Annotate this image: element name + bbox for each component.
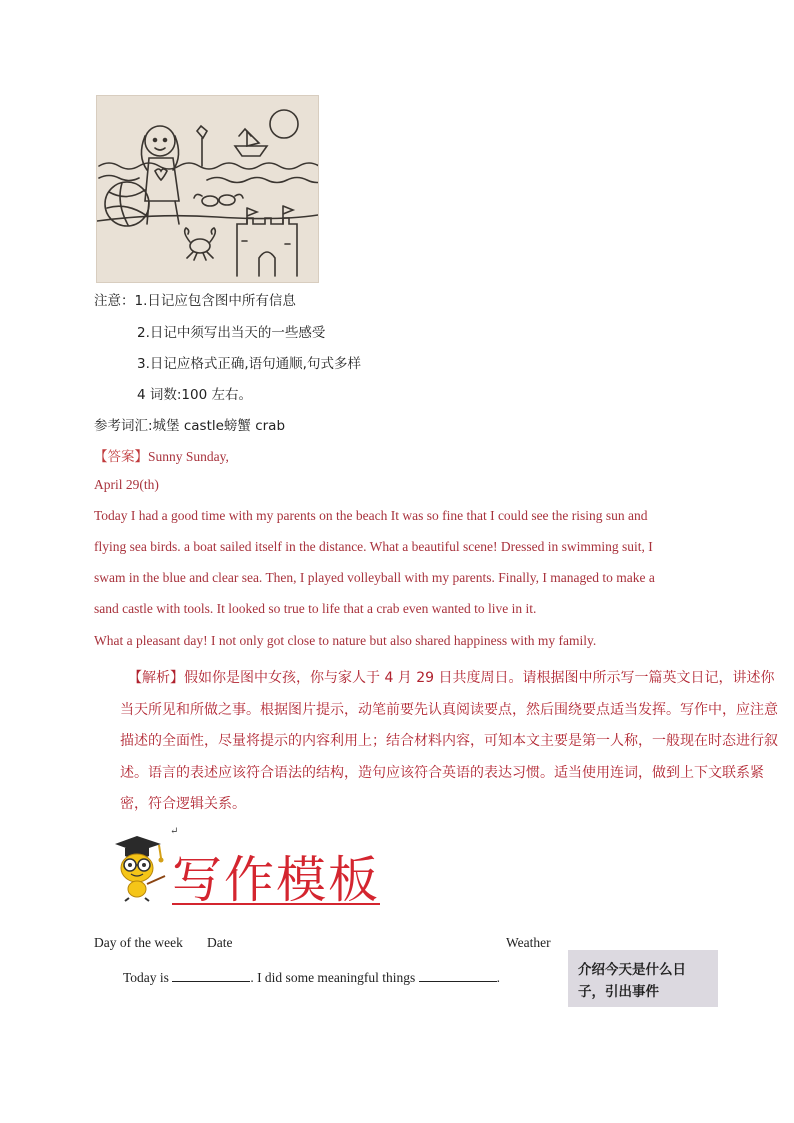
today-prefix: Today is (123, 970, 169, 985)
note-item-2: 2.日记中须写出当天的一些感受 (137, 325, 326, 341)
answer-greeting: Sunny Sunday, (148, 449, 229, 464)
answer-line-4: sand castle with tools. It looked so true to life that a crab even wanted to live in it. (94, 601, 537, 616)
template-title: 写作模板 (172, 851, 380, 909)
beach-sketch-image (96, 95, 319, 283)
answer-line-3: swam in the blue and clear sea. Then, I played volleyball with my parents. Finally, I managed to make a (94, 570, 655, 585)
blank-things[interactable] (419, 969, 497, 982)
answer-line-5: What a pleasant day! I not only got close to nature but also shared happiness with my family. (94, 633, 597, 648)
answer-greeting-line (94, 445, 229, 465)
answer-tag: 【答案】 (94, 449, 148, 464)
today-sentence (123, 969, 500, 986)
date-label: Date (207, 935, 233, 950)
analysis-text: 假如你是图中女孩，你与家人于 4 月 29 日共度周日。请根据图中所示写一篇英文日记，讲述你当天所见和所做之事。根据图片提示，动笔前要先认真阅读要点，然后围绕要点适当发挥。写作中，应注意描述的全面性，尽量将提示的内容利用上；结合材料内容，可知本文主要是第一人称，一般现在时态进行叙述。语言的表述应该符合语法的结构，造句应该符合英语的表达习惯。适当使用连词，做到上下文联系紧密，符合逻辑关系。 (120, 670, 778, 812)
weather-label: Weather (506, 935, 551, 950)
analysis-tag: 【解析】 (128, 670, 184, 686)
day-of-week-label: Day of the week (94, 935, 183, 950)
note-item-3: 3.日记应格式正确,语句通顺,句式多样 (137, 356, 361, 372)
note-item-4: 4 词数:100 左右。 (137, 387, 252, 403)
analysis-paragraph (120, 663, 780, 821)
notes-heading: 注意：1.日记应包含图中所有信息 (94, 293, 296, 309)
small-mark: ↵ (170, 826, 179, 837)
today-middle: . I did some meaningful things (250, 970, 416, 985)
blank-day[interactable] (172, 969, 250, 982)
today-suffix: . (496, 970, 501, 985)
callout-box: 介绍今天是什么日子，引出事件 (568, 950, 718, 1007)
graduate-mascot-icon (107, 832, 169, 902)
note-item-1: 1.日记应包含图中所有信息 (134, 293, 296, 309)
vocab-line: 参考词汇:城堡 castle螃蟹 crab (94, 418, 286, 434)
answer-line-2: flying sea birds. a boat sailed itself in the distance. What a beautiful scene! Dressed in swimming suit, I (94, 539, 653, 554)
answer-line-1: Today I had a good time with my parents on the beach It was so fine that I could see the rising sun and (94, 508, 648, 523)
answer-date: April 29(th) (94, 477, 159, 492)
